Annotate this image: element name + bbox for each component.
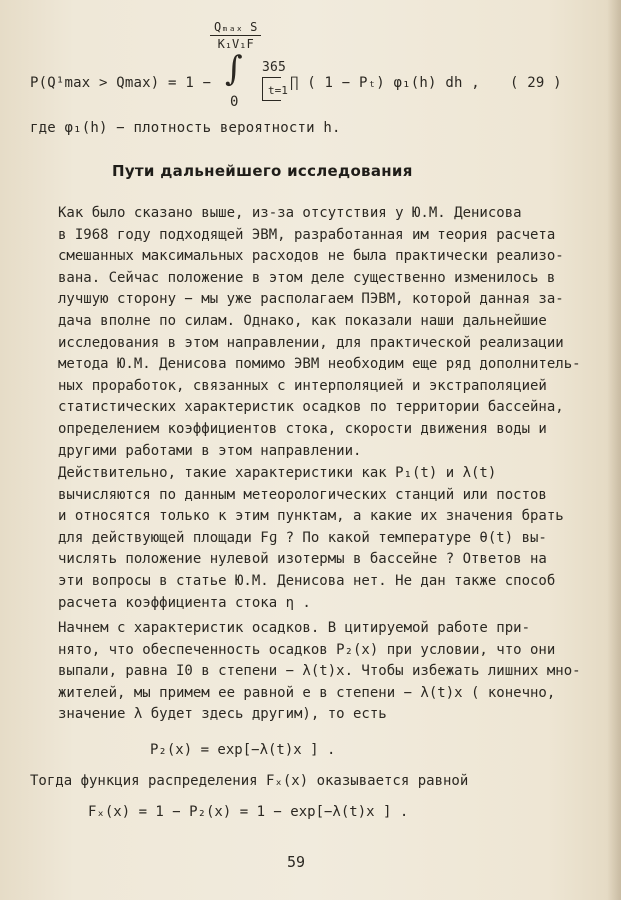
text-line: Действительно, такие характеристики как P₁(t) и λ(t): [58, 465, 497, 481]
text-line: статистических характеристик осадков по территории бассейна,: [58, 399, 564, 416]
integral-lower-limit: 0: [230, 94, 239, 110]
text-line: выпали, равна I0 в степени − λ(t)x. Чтобы избежать лишних мно-: [58, 663, 581, 680]
text-line: и относятся только к этим пунктам, а какие их значения брать: [58, 508, 564, 525]
text-line: ных проработок, связанных с интерполяцией и экстраполяцией: [58, 377, 547, 394]
text-line: вычисляются по данным метеорологических станций или постов: [58, 486, 547, 503]
text-line: метода Ю.М. Денисова помимо ЭВМ необходим еще ряд дополнитель-: [58, 356, 581, 373]
text-line: жителей, мы примем ее равной e в степени − λ(t)x ( конечно,: [58, 684, 556, 701]
text-line: другими работами в этом направлении.: [58, 442, 362, 459]
formula-integrand: ∏ ( 1 − Pₜ) φ₁(h) dh ,: [290, 75, 480, 91]
integral-sign: ∫: [225, 49, 243, 89]
page-edge-shadow: [607, 0, 621, 900]
definition-line: где φ₁(h) − плотность вероятности h.: [30, 120, 341, 136]
fraction-denominator: K₁V₁F: [217, 37, 254, 51]
fraction-numerator: Qₘₐₓ S: [210, 20, 261, 36]
text-line: лучшую сторону − мы уже располагаем ПЭВМ, которой данная за-: [58, 291, 564, 308]
formula-lhs: P(Q¹max > Qmax) = 1 −: [30, 75, 212, 91]
text-line: нято, что обеспеченность осадков P₂(x) при условии, что они: [58, 641, 556, 658]
section-heading: Пути дальнейшего исследования: [112, 162, 413, 180]
text-line: в I968 году подходящей ЭВМ, разработанная им теория расчета: [58, 226, 556, 243]
product-upper-limit: 365: [262, 60, 287, 75]
text-line: числять положение нулевой изотермы в бассейне ? Ответов на: [58, 551, 547, 568]
text-line: определением коэффициентов стока, скорости движения воды и: [58, 420, 547, 437]
paragraph-1: [58, 203, 581, 462]
text-line: Начнем с характеристик осадков. В цитируемой работе при-: [58, 620, 531, 636]
text-line: расчета коэффициента стока η .: [58, 594, 311, 611]
text-line: смешанных максимальных расходов не была практически реализо-: [58, 248, 564, 265]
text-line: Как было сказано выше, из-за отсутствия у Ю.М. Денисова: [58, 205, 522, 221]
formula-fx: Fₓ(x) = 1 − P₂(x) = 1 − exp[−λ(t)x ] .: [88, 804, 409, 820]
formula-p2: P₂(x) = exp[−λ(t)x ] .: [150, 742, 336, 758]
text-line: значение λ будет здесь другим), то есть: [58, 706, 387, 723]
distribution-line: Тогда функция распределения Fₓ(x) оказывается равной: [30, 773, 469, 789]
text-line: для действующей площади Fɡ ? По какой температуре θ(t) вы-: [58, 529, 547, 546]
paragraph-3: [58, 618, 581, 726]
text-line: эти вопросы в статье Ю.М. Денисова нет. Не дан также способ: [58, 572, 556, 589]
page-number: 59: [287, 853, 306, 871]
product-index: t=1: [268, 84, 288, 97]
formula-number: ( 29 ): [510, 75, 562, 91]
text-line: дача вполне по силам. Однако, как показали наши дальнейшие: [58, 312, 547, 329]
paragraph-2: [58, 463, 568, 614]
text-line: вана. Сейчас положение в этом деле существенно изменилось в: [58, 269, 556, 286]
upper-limit-fraction: [210, 20, 261, 52]
text-line: исследования в этом направлении, для практической реализации: [58, 334, 564, 351]
